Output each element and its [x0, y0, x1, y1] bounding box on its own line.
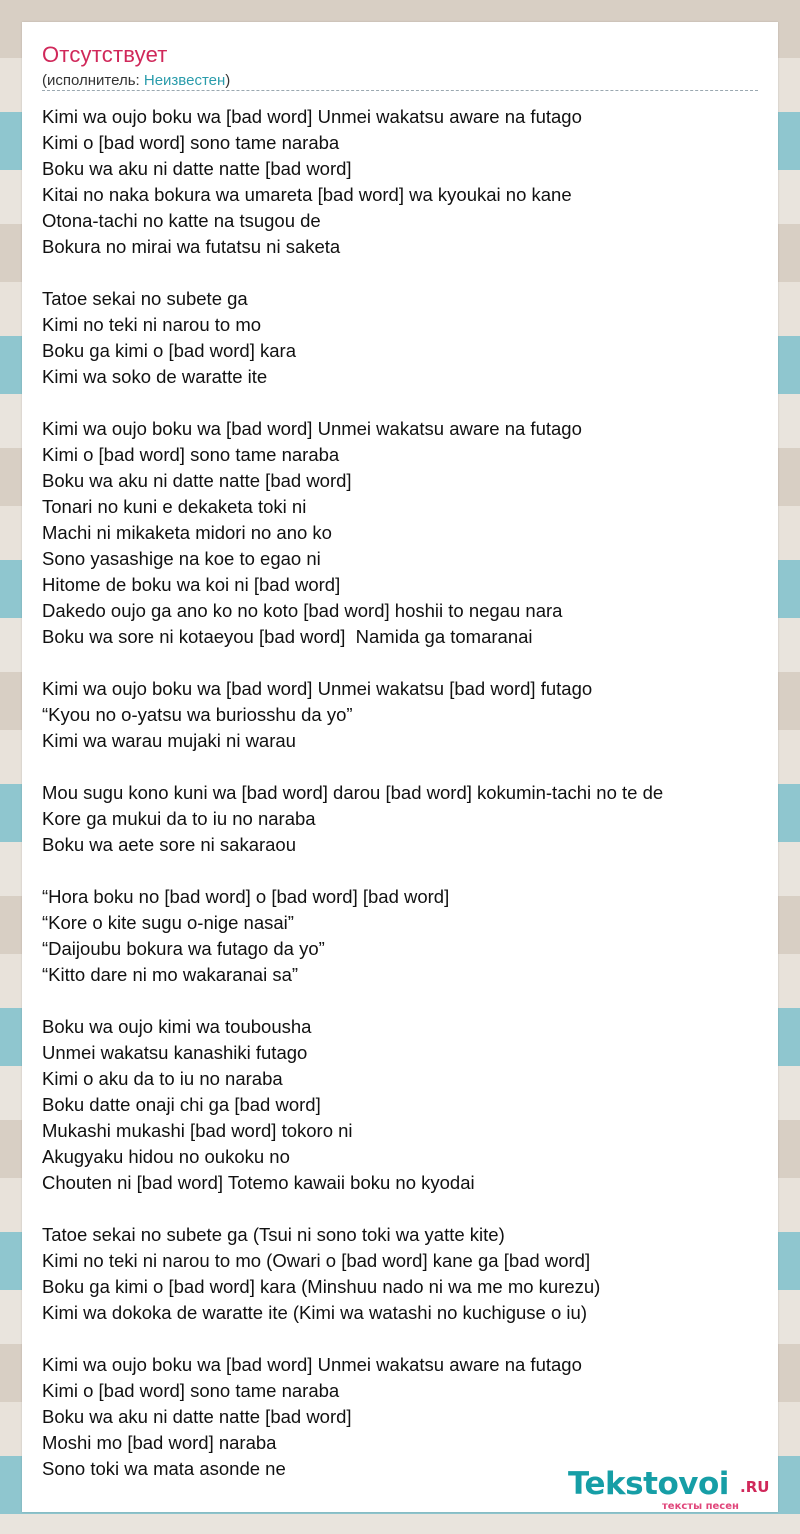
lyric-line: Boku datte onaji chi ga [bad word] [42, 1094, 321, 1115]
lyric-line: Dakedo oujo ga ano ko no koto [bad word] hoshii to negau nara [42, 600, 563, 621]
lyric-line: Boku wa aete sore ni sakaraou [42, 834, 297, 855]
lyric-line: Unmei wakatsu kanashiki futago [42, 1042, 308, 1063]
lyric-line: Boku ga kimi o [bad word] kara [42, 340, 296, 361]
lyric-line: Hitome de boku wa koi ni [bad word] [42, 574, 341, 595]
lyric-line: Boku wa oujo kimi wa toubousha [42, 1016, 312, 1037]
lyric-line: Kimi o [bad word] sono tame naraba [42, 132, 340, 153]
lyric-line: Kore ga mukui da to iu no naraba [42, 808, 316, 829]
lyric-line: Mukashi mukashi [bad word] tokoro ni [42, 1120, 353, 1141]
lyrics-text [42, 104, 772, 1482]
stanza-gap [42, 260, 772, 286]
logo-domain: .RU [740, 1478, 770, 1496]
artist-link[interactable]: Неизвестен [143, 72, 226, 89]
lyric-line: Otona-tachi no katte na tsugou de [42, 210, 321, 231]
lyric-line: Machi ni mikaketa midori no ano ko [42, 522, 332, 543]
artist-prefix: (исполнитель: [42, 72, 144, 89]
lyric-line: Kimi no teki ni narou to mo (Owari o [bad word] kane ga [bad word] [42, 1250, 591, 1271]
lyric-line: Kimi wa oujo boku wa [bad word] Unmei wakatsu [bad word] futago [42, 678, 593, 699]
lyric-line: “Kyou no o-yatsu wa buriosshu da yo” [42, 704, 353, 725]
site-logo[interactable] [568, 1466, 778, 1512]
artist-line [42, 72, 758, 91]
stanza-gap [42, 650, 772, 676]
logo-wordmark: Tekstovoi [568, 1466, 729, 1502]
lyric-line: Chouten ni [bad word] Totemo kawaii boku no kyodai [42, 1172, 475, 1193]
stanza-gap [42, 858, 772, 884]
lyric-line: Kitai no naka bokura wa umareta [bad word] wa kyoukai no kane [42, 184, 572, 205]
lyric-line: Tatoe sekai no subete ga (Tsui ni sono toki wa yatte kite) [42, 1224, 505, 1245]
lyric-line: Boku wa sore ni kotaeyou [bad word] Namida ga tomaranai [42, 626, 533, 647]
lyric-line: “Daijoubu bokura wa futago da yo” [42, 938, 325, 959]
stanza-gap [42, 1196, 772, 1222]
lyric-line: Kimi o [bad word] sono tame naraba [42, 444, 340, 465]
lyric-line: Kimi no teki ni narou to mo [42, 314, 262, 335]
logo-tagline: тексты песен [662, 1501, 739, 1512]
lyric-line: Bokura no mirai wa futatsu ni saketa [42, 236, 341, 257]
stanza-gap [42, 754, 772, 780]
lyric-line: “Kore o kite sugu o-nige nasai” [42, 912, 294, 933]
lyric-line: Sono toki wa mata asonde ne [42, 1458, 286, 1479]
lyric-line: Tatoe sekai no subete ga [42, 288, 248, 309]
lyric-line: Sono yasashige na koe to egao ni [42, 548, 321, 569]
lyric-line: Boku ga kimi o [bad word] kara (Minshuu nado ni wa me mo kurezu) [42, 1276, 601, 1297]
lyric-line: Kimi wa warau mujaki ni warau [42, 730, 296, 751]
lyric-line: Kimi wa oujo boku wa [bad word] Unmei wakatsu aware na futago [42, 106, 582, 127]
lyric-line: Kimi wa dokoka de waratte ite (Kimi wa watashi no kuchiguse o iu) [42, 1302, 587, 1323]
lyric-line: Boku wa aku ni datte natte [bad word] [42, 158, 352, 179]
lyric-line: Kimi o [bad word] sono tame naraba [42, 1380, 340, 1401]
stanza-gap [42, 988, 772, 1014]
artist-suffix: ) [225, 72, 231, 89]
lyric-line: Mou sugu kono kuni wa [bad word] darou [bad word] kokumin-tachi no te de [42, 782, 664, 803]
lyric-line: Kimi o aku da to iu no naraba [42, 1068, 283, 1089]
lyrics-card [22, 22, 778, 1512]
lyric-line: Akugyaku hidou no oukoku no [42, 1146, 290, 1167]
lyric-line: Moshi mo [bad word] naraba [42, 1432, 277, 1453]
lyric-line: Boku wa aku ni datte natte [bad word] [42, 1406, 352, 1427]
stanza-gap [42, 1326, 772, 1352]
lyric-line: “Hora boku no [bad word] o [bad word] [bad word] [42, 886, 450, 907]
lyric-line: Kimi wa oujo boku wa [bad word] Unmei wakatsu aware na futago [42, 1354, 582, 1375]
stanza-gap [42, 390, 772, 416]
lyric-line: Kimi wa oujo boku wa [bad word] Unmei wakatsu aware na futago [42, 418, 582, 439]
lyric-line: Boku wa aku ni datte natte [bad word] [42, 470, 352, 491]
lyric-line: “Kitto dare ni mo wakaranai sa” [42, 964, 299, 985]
lyric-line: Kimi wa soko de waratte ite [42, 366, 268, 387]
lyric-line: Tonari no kuni e dekaketa toki ni [42, 496, 307, 517]
song-title: Отсутствует [42, 42, 168, 67]
